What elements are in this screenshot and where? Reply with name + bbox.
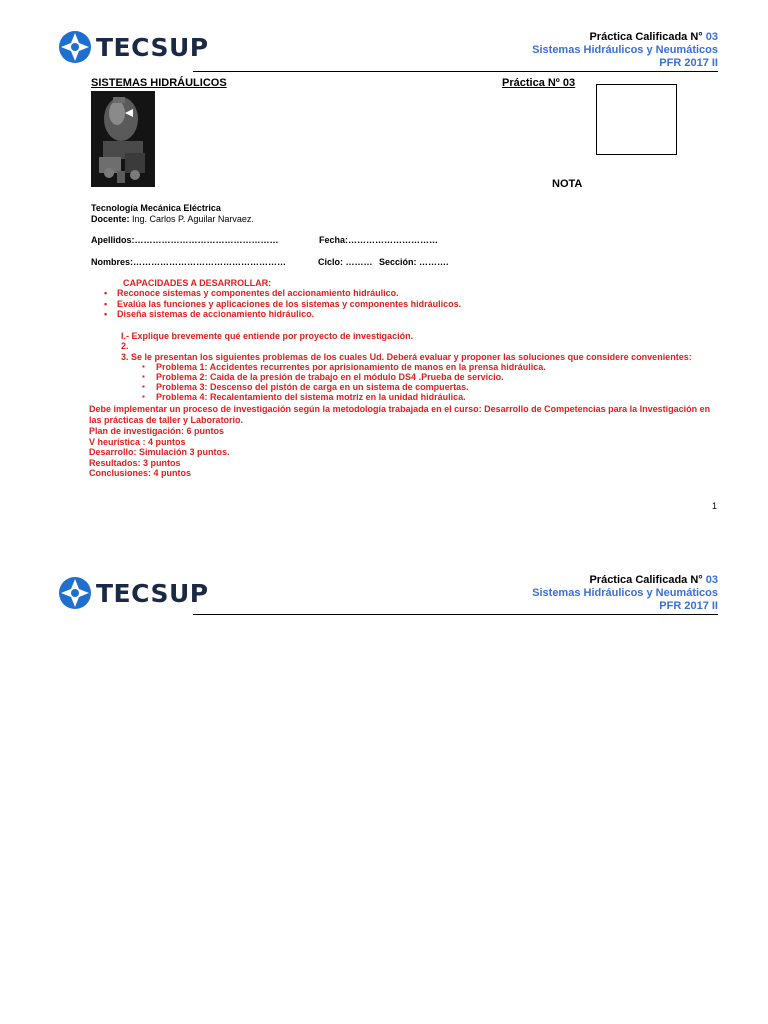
header-line-2: Sistemas Hidráulicos y Neumáticos bbox=[532, 587, 718, 599]
docente-line: Docente: Ing. Carlos P. Aguilar Narvaez. bbox=[91, 214, 254, 224]
question-3: 3. Se le presentan los siguientes problemas de los cuales Ud. Deberá evaluar y proponer las soluciones que considere convenientes: bbox=[121, 352, 692, 362]
nota-label: NOTA bbox=[552, 178, 583, 190]
tech-line: Tecnología Mecánica Eléctrica bbox=[91, 203, 221, 213]
fecha-field[interactable]: Fecha:………………………… bbox=[319, 235, 439, 245]
hydraulic-accumulator-image bbox=[91, 91, 155, 187]
practica-number: Práctica Nº 03 bbox=[502, 77, 576, 89]
tecsup-logo-icon bbox=[58, 576, 92, 610]
header-rule bbox=[193, 71, 718, 72]
header-line-3: PFR 2017 II bbox=[659, 57, 718, 69]
capacidad-item: • Reconoce sistemas y componentes del accionamiento hidráulico. bbox=[91, 288, 651, 299]
apellidos-field[interactable]: Apellidos:………………………………………… bbox=[91, 235, 279, 245]
capacidad-item: • Evalúa las funciones y aplicaciones de los sistemas y componentes hidráulicos. bbox=[91, 299, 651, 310]
seccion-field[interactable]: Sección: ………. bbox=[379, 257, 449, 267]
problem-item: ▪ Problema 4: Recalentamiento del sistema motriz en la unidad hidráulica. bbox=[118, 392, 678, 402]
question-2: 2. bbox=[121, 341, 129, 351]
ciclo-field[interactable]: Ciclo: ……… bbox=[318, 257, 373, 267]
score-item: Conclusiones: 4 puntos bbox=[89, 468, 192, 478]
score-item: Resultados: 3 puntos bbox=[89, 457, 181, 468]
header-line-1: Práctica Calificada N° 03 bbox=[589, 574, 718, 586]
score-item: Desarrollo: Simulación 3 puntos. bbox=[89, 447, 230, 457]
header-info bbox=[532, 574, 718, 613]
header-rule bbox=[193, 614, 718, 615]
problem-item: ▪ Problema 2: Caida de la presión de trabajo en el módulo DS4 .Prueba de servicio. bbox=[118, 372, 678, 382]
debe-paragraph: Debe implementar un proceso de investigación según la metodología trabajada en el curso: Desarrollo de Competencias para la Investigación en las prácticas de taller y Laboratorio. bbox=[89, 404, 711, 425]
score-item: Plan de investigación: 6 puntos bbox=[89, 426, 225, 436]
nota-box[interactable] bbox=[596, 84, 677, 155]
tecsup-logo-text: TECSUP bbox=[96, 578, 209, 608]
scores-list bbox=[89, 426, 230, 479]
capacidad-item: • Diseña sistemas de accionamiento hidráulico. bbox=[91, 309, 651, 320]
tecsup-logo bbox=[58, 30, 209, 64]
header-line-2: Sistemas Hidráulicos y Neumáticos bbox=[532, 44, 718, 56]
tecsup-logo-icon bbox=[58, 30, 92, 64]
capacidades-title: CAPACIDADES A DESARROLLAR: bbox=[123, 278, 272, 288]
nombres-field[interactable]: Nombres:…………………………………………… bbox=[91, 257, 287, 267]
score-item: V heurística : 4 puntos bbox=[89, 436, 186, 447]
capacidades-list bbox=[91, 288, 651, 320]
problem-item: ▪ Problema 3: Descenso del pistón de carga en un sistema de compuertas. bbox=[118, 382, 678, 392]
tecsup-logo bbox=[58, 576, 209, 610]
page-number: 1 bbox=[712, 501, 718, 511]
header-line-1: Práctica Calificada N° 03 bbox=[589, 31, 718, 43]
problems-list bbox=[118, 362, 678, 402]
header-line-3: PFR 2017 II bbox=[659, 600, 718, 612]
tecsup-logo-text: TECSUP bbox=[96, 32, 209, 62]
header-info bbox=[532, 31, 718, 70]
question-1: I.- Explique brevemente qué entiende por proyecto de investigación. bbox=[121, 331, 414, 341]
problem-item: ▪ Problema 1: Accidentes recurrentes por aprisionamiento de manos en la prensa hidráulica. bbox=[118, 362, 678, 372]
doc-title: SISTEMAS HIDRÁULICOS bbox=[91, 77, 227, 89]
